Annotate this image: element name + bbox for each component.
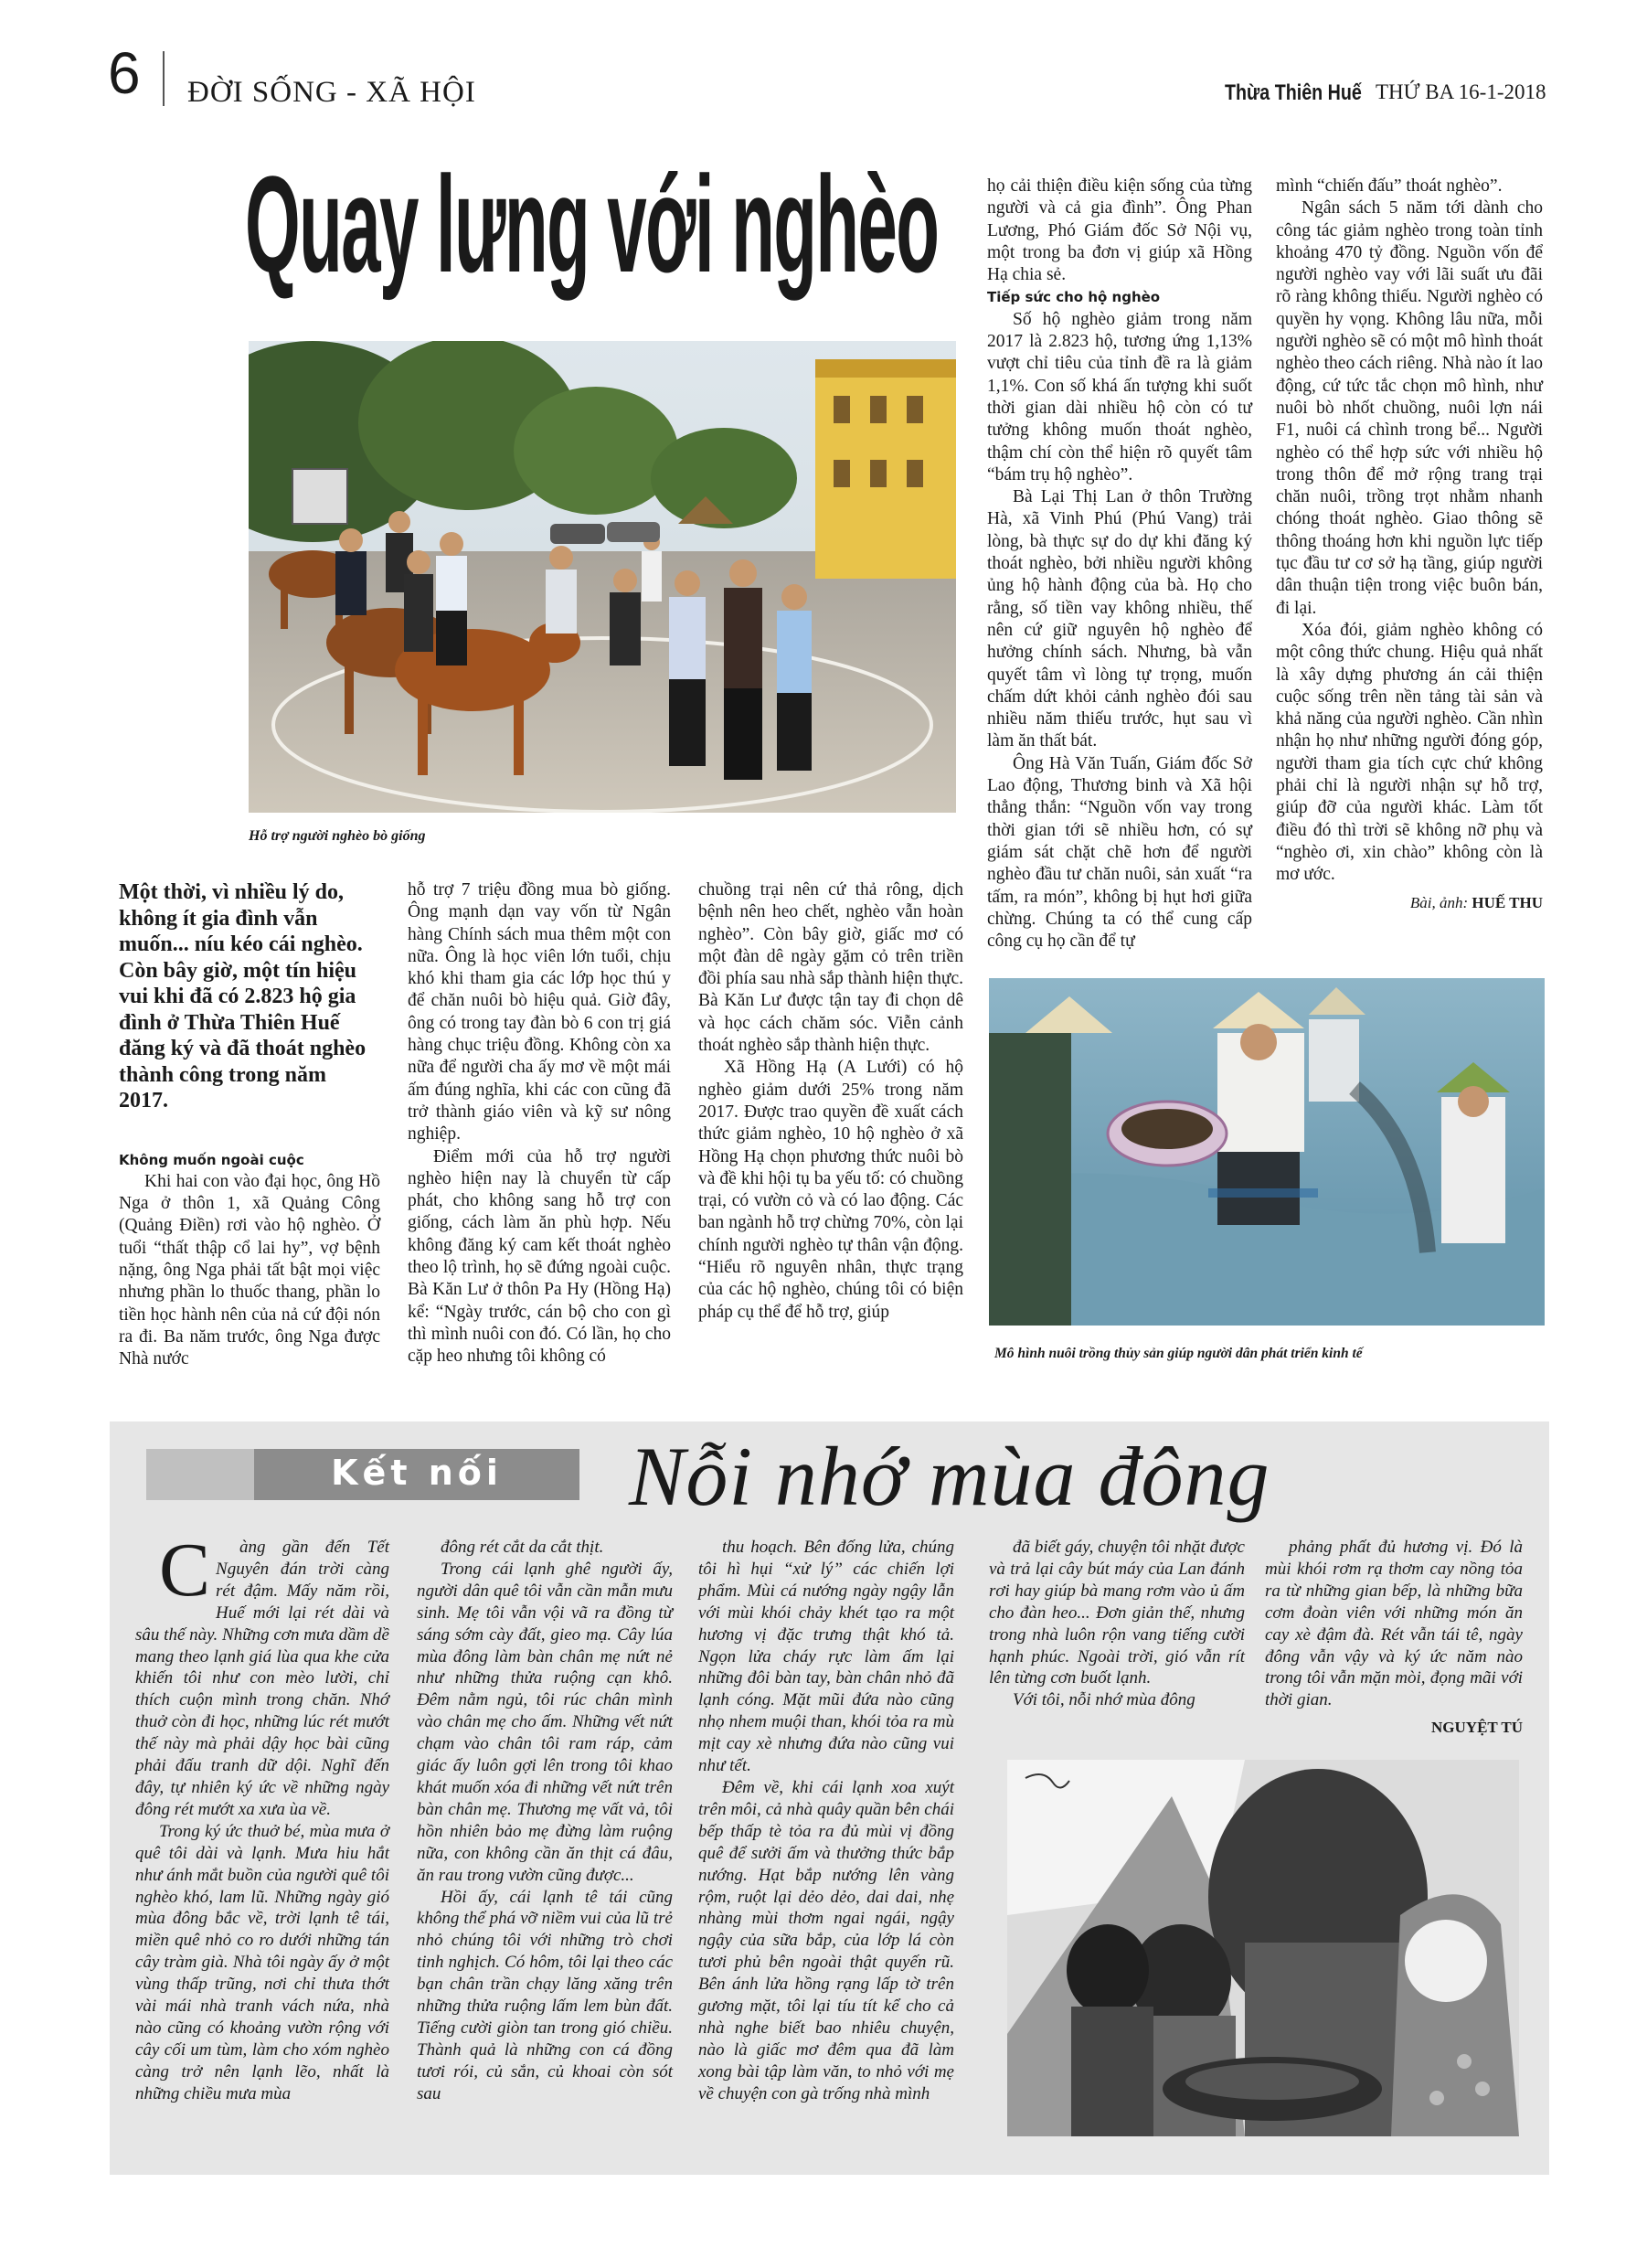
paragraph: phảng phất đủ hương vị. Đó là mùi khói rơm rạ thơm cay nồng tỏa ra từ những gian bếp, là những bữa cơm đoàn viên với những món ăn cay xè đậm đà. Rét vẫn tái tê, ngày đông vẫn vậy và ký ức năm nào trong tôi vẫn mặn mòi, đọng mãi với thời gian. bbox=[1265, 1538, 1523, 1710]
paragraph: Ông Hà Văn Tuấn, Giám đốc Sở Lao động, Thương binh và Xã hội thẳng thắn: “Nguồn vốn vay trong thời gian tới sẽ nhiều hơn, có sự giám sát chặt chẽ hơn để người nghèo đầu tư chăn nuôi, sản xuất “ra tấm, ra món”, không bị hụt hơi giữa chừng. Chúng ta có thể cung cấp công cụ họ cần để tự bbox=[987, 753, 1252, 952]
article-col-2 bbox=[408, 879, 671, 1368]
paper-name: Thừa Thiên Huế bbox=[1225, 80, 1362, 105]
page-number: 6 bbox=[108, 40, 141, 106]
byline bbox=[1276, 892, 1543, 914]
paragraph-text: àng gần đến Tết Nguyên đán trời càng rét đậm. Mấy năm rồi, Huế mới lại rét dài và sâu thế này. Những cơn mưa dầm dề mang theo lạnh giá lùa qua khe cửa khiến tôi như con mèo lười, chỉ thích cuộn mình trong chăn. Nhớ thuở còn đi học, những lúc rét mướt thế này mà phải dậy học bài cũng phải đấu tranh dữ dội. Nghĩ đến đây, tự nhiên ký ức về những ngày đông rét mướt xa xưa ùa về. bbox=[135, 1538, 389, 1819]
article-col-5 bbox=[1276, 176, 1543, 914]
issue-date: THỨ BA 16-1-2018 bbox=[1376, 80, 1546, 103]
ketnoi-section bbox=[110, 1421, 1549, 2175]
paragraph: Khi hai con vào đại học, ông Hồ Nga ở thôn 1, xã Quảng Công (Quảng Điền) rơi vào hộ nghèo. Ở tuổi “thất thập cổ lai hy”, vợ bệnh nặng, ông Nga phải tất bật mọi việc nhưng phần lo thuốc thang, phần lo tiền học hành nên của nả cứ đội nón ra đi. Ba năm trước, ông Nga được Nhà nước bbox=[119, 1171, 380, 1369]
byline-author: HUẾ THU bbox=[1472, 893, 1543, 911]
ketnoi-byline bbox=[1265, 1717, 1523, 1739]
photo-aquaculture bbox=[989, 978, 1545, 1326]
photo-aquaculture-caption: Mô hình nuôi trồng thủy sản giúp người dân phát triển kinh tế bbox=[994, 1346, 1363, 1361]
ketnoi-col-5 bbox=[1265, 1537, 1523, 1739]
paragraph: Ngân sách 5 năm tới dành cho công tác giảm nghèo trong toàn tỉnh khoảng 470 tỷ đồng. Nguồn vốn để người nghèo vay với lãi suất ưu đãi rõ ràng không thiếu. Người nghèo có quyền hy vọng. Không lâu nữa, mỗi người nghèo sẽ có một mô hình thoát nghèo theo cách riêng. Nhà nào ít lao động, cứ tức tắc chọn mô hình, như nuôi bò nhốt chuồng, nuôi lợn nái F1, nuôi cá chình trong bể... Người nghèo có thể hợp sức với nhiều hộ trong thôn để mở rộng trang trại chăn nuôi, trồng trọt nhằm nhanh chóng thoát nghèo. Giao thông sẽ thông thoáng hơn khi nguồn lực tiếp tục đầu tư cơ sở hạ tầng, giúp người dân thuận tiện trong việc buôn bán, đi lại. bbox=[1276, 198, 1543, 618]
paragraph: Trong ký ức thuở bé, mùa mưa ở quê tôi dài và lạnh. Mưa hiu hắt như ánh mắt buồn của người quê tôi nghèo khó, lam lũ. Những ngày gió mùa đông bắc về, trời lạnh tê tái, miền quê nhỏ co ro dưới những tán cây tràm già. Nhà tôi ngày ấy ở một vùng thấp trũng, nơi chỉ thưa thớt vài mái nhà tranh vách nứa, nhà nào cũng có khoảng vườn rộng với cây cối um tùm, làm cho xóm nghèo càng trở nên lạnh lẽo, nhất là những chiều mưa mùa bbox=[135, 1821, 389, 2103]
photo-cows-caption: Hỗ trợ người nghèo bò giống bbox=[249, 828, 426, 844]
headline: Quay lưng với nghèo bbox=[245, 147, 939, 301]
paragraph: Hồi ấy, cái lạnh tê tái cũng không thể phá vỡ niềm vui của lũ trẻ nhỏ chúng tôi với những trò chơi tinh nghịch. Có hôm, tôi lại theo các bạn chân trần chạy lăng xăng trên những thửa ruộng lấm lem bùn đất. Tiếng cười giòn tan trong gió chiều. Thành quả là những con cá đồng tươi rói, củ sắn, củ khoai còn sót sau bbox=[417, 1887, 673, 2103]
ketnoi-title: Nỗi nhớ mùa đông bbox=[629, 1430, 1270, 1523]
article-col-3 bbox=[698, 879, 963, 1324]
paragraph: Với tôi, nỗi nhớ mùa đông bbox=[1013, 1690, 1195, 1710]
subheading-2: Tiếp sức cho hộ nghèo bbox=[987, 289, 1161, 306]
ketnoi-tag: Kết nối bbox=[331, 1453, 503, 1493]
paragraph: Số hộ nghèo giảm trong năm 2017 là 2.823 hộ, tương ứng 1,13% vượt chỉ tiêu của tỉnh đề ra là giảm 1,1%. Con số khá ấn tượng khi suốt thời gian dài nhiều hộ còn có tư tưởng không muốn thoát nghèo, thậm chí còn thể hiện rõ quyết tâm “bám trụ hộ nghèo”. bbox=[987, 309, 1252, 484]
paragraph: chuồng trại nên cứ thả rông, dịch bệnh nên heo chết, nghèo vẫn hoàn nghèo”. Còn bây giờ, giấc mơ có một đàn dê ngày gặm cỏ trên triền đồi phía sau nhà sắp thành hiện thực. Bà Kăn Lư được tận tay đi chọn dê và học cách chăm sóc. Viễn cảnh thoát nghèo sắp thành hiện thực. bbox=[698, 880, 963, 1056]
paragraph: Đêm về, khi cái lạnh xoa xuýt trên môi, cả nhà quây quần bên chái bếp thấp tè tỏa ra đủ mùi vị đồng quê để sưởi ấm và thưởng thức bắp nướng. Hạt bắp nướng lên vàng rộm, ruột lại dẻo dẻo, dai dai, nhẹ nhàng mùi thơm ngai ngái, ngậy ngậy của sữa bắp, của lớp lá còn tươi phủ bên ngoài thật quyến rũ. Bên ánh lửa hồng rạng lấp tờ trên gương mặt, tôi lại tíu tít kể cho cả nhà nghe biết bao nhiêu chuyện, nào là giấc mơ đêm qua đã làm xong bài tập làm văn, to nhỏ với mẹ về chuyện con gà trống nhà mình bbox=[698, 1777, 954, 2103]
ketnoi-col-1 bbox=[135, 1528, 389, 2105]
ketnoi-author: NGUYỆT TÚ bbox=[1431, 1719, 1523, 1737]
paragraph: thu hoạch. Bên đống lửa, chúng tôi hì hụi “xử lý” các chiến lợi phẩm. Mùi cá nướng ngày ngậy lẫn với mùi khói chảy khét tạo ra một hương vị đặc trưng thật khó tả. Ngọn lửa cháy rực làm ấm lại những đôi bàn tay, bàn chân nhỏ đã lạnh cóng. Mặt mũi đứa nào cũng nhọ nhem muội than, khói tỏa ra mù mịt cay xè nhưng đứa nào cũng vui như tết. bbox=[698, 1538, 954, 1776]
ketnoi-col-3 bbox=[698, 1537, 954, 2105]
dropcap: C bbox=[159, 1528, 211, 1613]
aquaculture-illustration bbox=[989, 978, 1545, 1326]
paragraph bbox=[135, 1528, 389, 1821]
ketnoi-col-4 bbox=[989, 1537, 1245, 1711]
ketnoi-col-2 bbox=[417, 1537, 673, 2105]
byline-label: Bài, ảnh: bbox=[1409, 893, 1469, 911]
header-divider bbox=[163, 51, 165, 106]
article-lead: Một thời, vì nhiều lý do, không ít gia đình vẫn muốn... níu kéo cái nghèo. Còn bây giờ, một tín hiệu vui khi đã có 2.823 hộ gia đình ở Thừa Thiên Huế đăng ký và đã thoát nghèo thành công trong năm 2017. bbox=[119, 880, 367, 1113]
paragraph: hỗ trợ 7 triệu đồng mua bò giống. Ông mạnh dạn vay vốn từ Ngân hàng Chính sách mua thêm một con nữa. Ông là học viên lớn tuổi, chịu khó khi tham gia các lớp học thú y để chăn nuôi bò hiệu quả. Giờ đây, ông có trong tay đàn bò 6 con trị giá hàng chục triệu đồng. Không còn xa nữa để người cha ấy mơ về một mái ấm đúng nghĩa, khi các con cũng đã trở thành giáo viên và kỹ sư nông nghiệp. bbox=[408, 880, 671, 1145]
paragraph: Xã Hồng Hạ (A Lưới) có hộ nghèo giảm dưới 25% trong năm 2017. Được trao quyền đề xuất cách thức giảm nghèo, 10 hộ nghèo ở xã Hồng Hạ chọn phương thức nuôi bò và đề khi hội tụ ba yếu tố: có chuồng trại, có vườn cỏ và có lao động. Các ban ngành hỗ trợ chừng 70%, còn lại chính người nghèo tự thân vận động. “Hiểu rõ nguyên nhân, thực trạng của các hộ nghèo, chúng tôi có biện pháp cụ thể để hỗ trợ, giúp bbox=[698, 1058, 963, 1322]
subheading-1: Không muốn ngoài cuộc bbox=[119, 1151, 304, 1168]
paragraph: đã biết gáy, chuyện tôi nhặt được và trả lại cây bút máy của Lan đánh rơi hay giúp bà mang rơm vào ủ ấm cho đàn heo... Đơn giản thế, nhưng trong nhà luôn rộn vang tiếng cười hạnh phúc. Ngoài trời, gió vẫn rít lên từng cơn buốt lạnh. bbox=[989, 1538, 1245, 1688]
article-col-4 bbox=[987, 176, 1252, 953]
photo-cows bbox=[249, 341, 956, 813]
paragraph: họ cải thiện điều kiện sống của từng người và cả gia đình”. Ông Phan Lương, Phó Giám đốc Sở Nội vụ, một trong ba đơn vị giúp xã Hồng Hạ chia sẻ. bbox=[987, 176, 1252, 285]
cows-illustration bbox=[249, 341, 956, 813]
paragraph: Xóa đói, giảm nghèo không có một công thức chung. Hiệu quả nhất là xây dựng phương án cải thiện cuộc sống trên nền tảng tài sản và khả năng của người nghèo. Cần nhìn nhận họ như những người đóng góp, người tham gia tích cực chứ không phải chỉ là người nhận sự hỗ trợ, giúp đỡ của người khác. Làm tốt điều đó thì trời sẽ không nỡ phụ và “nghèo ơi, xin chào” không còn là mơ ước. bbox=[1276, 620, 1543, 885]
paragraph: Trong cái lạnh ghê người ấy, người dân quê tôi vẫn cần mẫn mưu sinh. Mẹ tôi vẫn vội vã ra đồng từ sáng sớm cày đất, gieo mạ. Cây lúa mùa đông làm bàn chân mẹ nứt nẻ như những thửa ruộng cạn khô. Đêm nằm ngủ, tôi rúc chân mình vào chân mẹ cho ấm. Những vết nứt chạm vào chân tôi ram ráp, cảm giác ấy luôn gợi lên trong tôi khao khát muốn xóa đi những vết nứt trên bàn chân mẹ. Thương mẹ vất vả, tôi hồn nhiên bảo mẹ đừng làm ruộng nữa, con không cần ăn thịt cá đâu, ăn rau trong vườn cũng được... bbox=[417, 1559, 673, 1885]
paragraph: mình “chiến đấu” thoát nghèo”. bbox=[1276, 176, 1503, 196]
article-col-1 bbox=[119, 879, 380, 1370]
section-name: ĐỜI SỐNG - XÃ HỘI bbox=[187, 76, 476, 109]
paragraph: Điểm mới của hỗ trợ người nghèo hiện nay là chuyển từ cấp phát, cho không sang hỗ trợ con giống, cách làm ăn phù hợp. Nếu không đăng ký cam kết thoát nghèo theo lộ trình, họ sẽ đứng ngoài cuộc. Bà Kăn Lư ở thôn Pa Hy (Hồng Hạ) kể: “Ngày trước, cán bộ cho con gì thì mình nuôi con đó. Có lần, họ cho cặp heo nhưng tôi không có bbox=[408, 1146, 671, 1367]
ketnoi-illustration bbox=[1007, 1760, 1519, 2136]
family-illustration bbox=[1007, 1760, 1519, 2136]
paragraph: đông rét cắt da cắt thịt. bbox=[441, 1538, 604, 1557]
paragraph: Bà Lại Thị Lan ở thôn Trường Hà, xã Vinh Phú (Phú Vang) trải lòng, bà thực sự do dự khi đăng ký thoát nghèo, bởi nhiều người không ủng hộ hành động của bà. Họ cho rằng, số tiền vay không nhiều, thế nên cứ giữ nguyên hộ nghèo để hưởng chính sách. Nhưng, bà vẫn quyết tâm vì lòng tự trọng, muốn chấm dứt khỏi cảnh nghèo đói sau nhiều năm thiếu trước, hụt sau vì làm ăn thất bát. bbox=[987, 487, 1252, 751]
